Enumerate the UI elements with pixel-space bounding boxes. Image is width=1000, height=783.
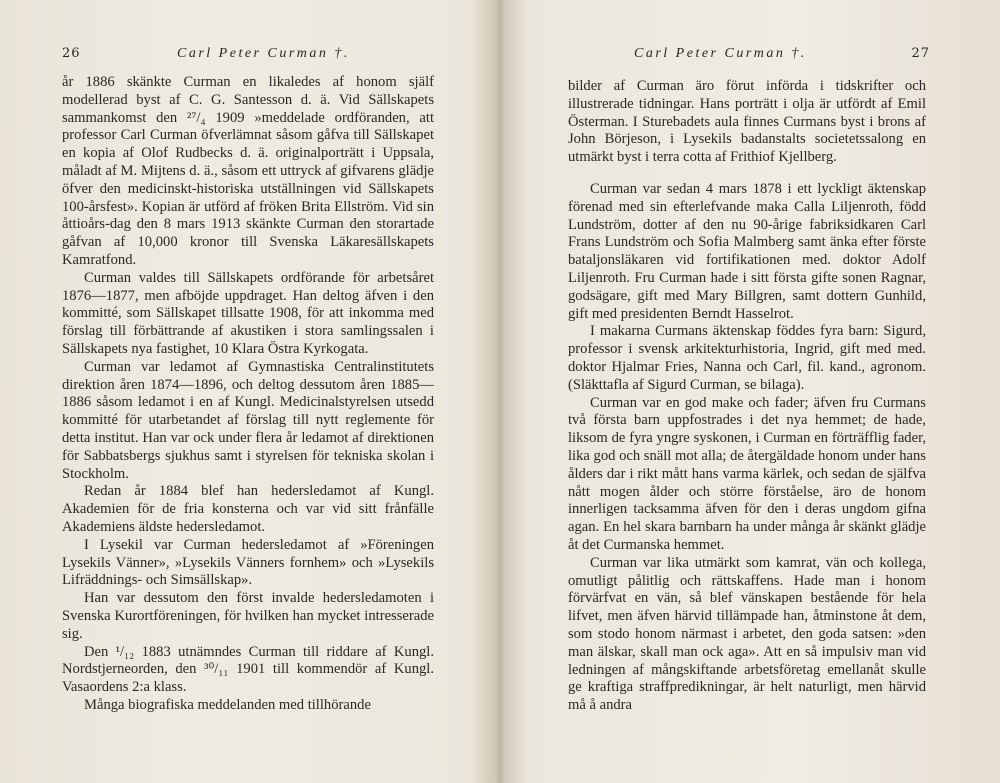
left-page — [0, 0, 496, 783]
right-running-head: Carl Peter Curman †. — [634, 46, 807, 61]
paragraph: Curman var en god make och fader; äfven fru Curmans två första barn uppfostrades i det nya hemmet; de hade, liksom de fyra yngre syskonen, i Curman en förträfflig fader, lika god och snäll mot alla; de återgäldade honom under hans ålders dar i rikt mått hans varma kärlek, och sedan de själfva nått mogen ålder och större förståelse, äro de honom innerligen tacksamma äfven för den i deras ungdom gifna agan. En hel skara barnbarn ha under många år skänkt glädje åt det Curmanska hemmet. — [568, 394, 926, 553]
paragraph: I makarna Curmans äktenskap föddes fyra barn: Sigurd, professor i svensk arkitekturhistoria, Ingrid, gift med med. doktor Hjalmar Fries, Nanna och Carl, fil. kand., agronom. (Släkttafla af Sigurd Curman, se bilaga). — [568, 323, 926, 393]
paragraph: bilder af Curman äro förut införda i tidskrifter och illustrerade tidningar. Hans porträtt i olja är utfördt af Emil Österman. I Sturebadets aula finnes Curmans byst i brons af John Börjeson, i Lysekils badanstalts societetssalong en utmärkt byst i terra cotta af Frithiof Kjellberg. — [568, 78, 926, 166]
left-running-head: Carl Peter Curman †. — [177, 46, 350, 61]
paragraph: Curman valdes till Sällskapets ordförande för arbetsåret 1876—1877, men afböjde uppdraget. Han deltog äfven i den kommitté, som Sällskapet tillsatte 1908, för att inkomma med förslag till förbättrande af akustiken i stora samlingssalen i Sällskapets nya fastighet, 10 Klara Östra Kyrkogata. — [62, 269, 434, 357]
paragraph: I Lysekil var Curman hedersledamot af »Föreningen Lysekils Vänner», »Lysekils Vänners fornhem» och »Lysekils Lifräddnings- och Simsällskap». — [62, 536, 434, 589]
paragraph: Curman var ledamot af Gymnastiska Centralinstitutets direktion åren 1874—1896, och deltog dessutom åren 1885—1886 såsom ledamot i en af Kungl. Medicinalstyrelsen utsedd kommitté för utarbetandet af förslag till nytt reglemente för detta institut. Han var ock under flera år ledamot af direktionen för Sabbatsbergs sjukhus samt i styrelsen för tekniska skolan i Stockholm. — [62, 358, 434, 482]
right-page-body — [568, 78, 926, 715]
paragraph: Curman var lika utmärkt som kamrat, vän och kollega, omutligt pålitlig och rättskaffens. Hade man i honom förvärfvat en vän, så blef vänskapen bestående för hela lifvet, men äfven härvid tillämpade han, åtminstone åt dem, som stodo honom närmast i arbetet, den goda satsen: »den man älskar, skall man ock aga». Att en så impulsiv man vid ledningen af mångskiftande arbetsföretag emellanåt skulle ge kraftiga straffpredikningar, är helt naturligt, men härvid må å andra — [568, 554, 926, 714]
paragraph: Curman var sedan 4 mars 1878 i ett lyckligt äktenskap förenad med sin efterlefvande maka Calla Liljenroth, född Lundström, dotter af den nu 90-årige fabriksidkaren Carl Frans Lundström och Sofia Malmberg samt änka efter förste bataljonsläkaren vid fortifikationen med. doktor Adolf Liljenroth. Fru Curman hade i sitt första gifte sonen Ragnar, godsägare, gift med Mary Billgren, samt dottern Gunhild, gift med presidenten Berndt Hasselrot. — [568, 180, 926, 322]
left-page-number: 26 — [62, 46, 81, 61]
left-page-header — [62, 46, 432, 68]
paragraph: Han var dessutom den först invalde hedersledamoten i Svenska Kurortföreningen, för hvilken han mycket intresserade sig. — [62, 590, 434, 642]
paragraph: Många biografiska meddelanden med tillhörande — [84, 696, 371, 713]
right-page-header — [568, 46, 930, 68]
left-page-body — [62, 74, 434, 715]
paragraph: Den ¹/₁₂ 1883 utnämndes Curman till riddare af Kungl. Nordstjerneorden, den ³⁰/₁₁ 1901 till kommendör af Kungl. Vasaordens 2:a klass. — [62, 643, 434, 696]
paragraph: år 1886 skänkte Curman en likaledes af honom själf modellerad byst af C. G. Santesson d. ä. Vid Sällskapets sammankomst den ²⁷/₄ 1909 »meddelade ordföranden, att professor Carl Curman öfverlämnat såsom gåfva till Sällskapet en kopia af Olof Rudbecks d. ä. originalporträtt i Uppsala, måladt af M. Mijtens d. ä., såsom ett uttryck af gifvarens glädje öfver den medicinskt-historiska utställningen vid Sällskapets 100-årsfest». Kopian är utförd af fröken Brita Ellström. Vid sin åttioårs-dag den 8 mars 1913 skänkte Curman den storartade gåfvan af 10,000 kronor till Svenska Läkaresällskapets Kamratfond. — [62, 74, 434, 268]
paragraph: Redan år 1884 blef han hedersledamot af Kungl. Akademien för de fria konsterna och var vid sitt frånfälle Akademiens äldste hedersledamot. — [62, 483, 434, 535]
right-page — [500, 0, 1000, 783]
right-page-number: 27 — [911, 46, 930, 61]
